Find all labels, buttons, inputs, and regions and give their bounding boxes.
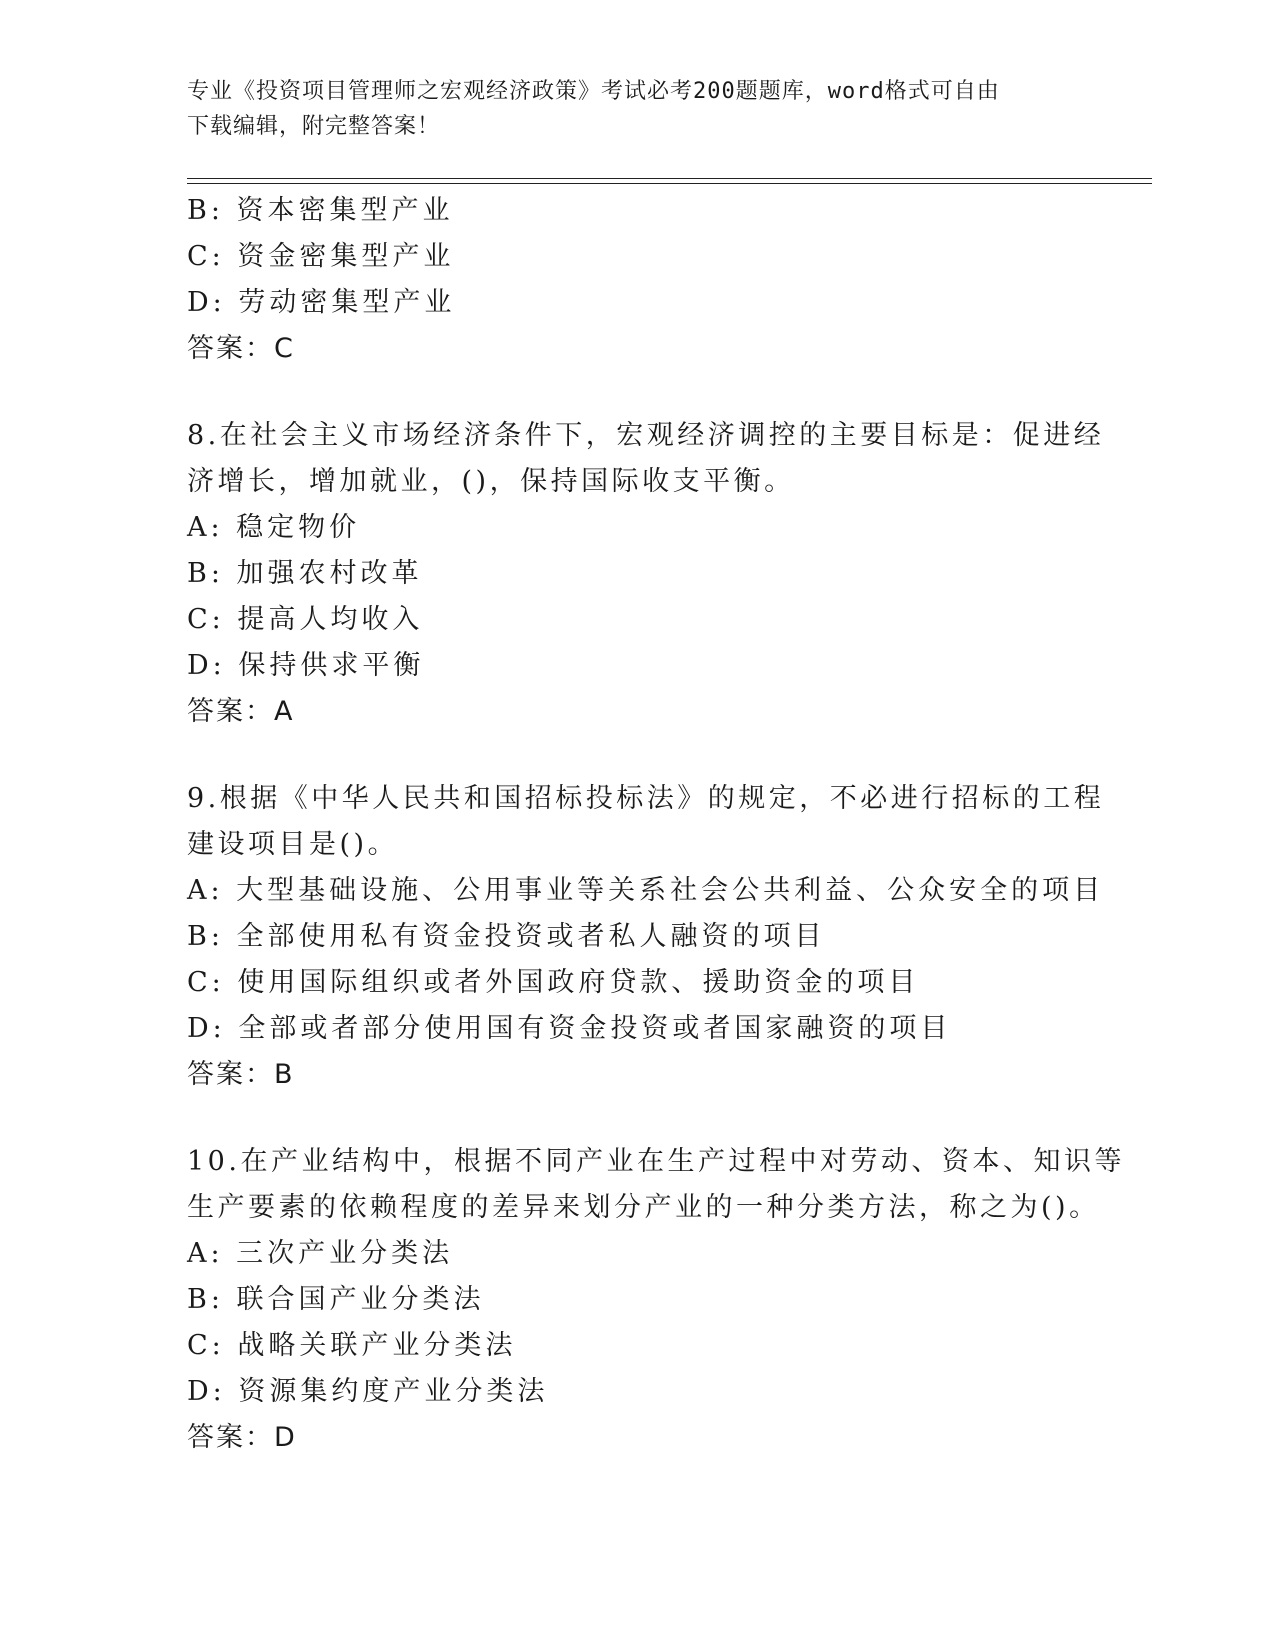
- q8-option-d: D: 保持供求平衡: [187, 650, 425, 681]
- q7-option-c: C: 资金密集型产业: [187, 241, 455, 272]
- q8-option-b: B: 加强农村改革: [187, 558, 423, 589]
- q9-answer: 答案：B: [187, 1059, 295, 1090]
- q8-stem-line-1: 8.在社会主义市场经济条件下，宏观经济调控的主要目标是：促进经: [187, 420, 1105, 451]
- q9-option-d: D: 全部或者部分使用国有资金投资或者国家融资的项目: [187, 1013, 952, 1044]
- q9-option-b: B: 全部使用私有资金投资或者私人融资的项目: [187, 921, 826, 952]
- q8-stem-line-2: 济增长，增加就业，()，保持国际收支平衡。: [187, 466, 795, 497]
- q9-option-c: C: 使用国际组织或者外国政府贷款、援助资金的项目: [187, 967, 920, 998]
- question-list: [187, 188, 1152, 1461]
- q8-answer: 答案：A: [187, 696, 295, 727]
- page-header: [187, 74, 1067, 144]
- header-title-line-2: 下载编辑，附完整答案！: [187, 114, 441, 139]
- header-title-line-1: 专业《投资项目管理师之宏观经济政策》考试必考200题题库，word格式可自由: [187, 79, 1000, 104]
- question-10: [187, 1139, 1152, 1461]
- spacer: [187, 1098, 1152, 1139]
- q10-option-c: C: 战略关联产业分类法: [187, 1330, 517, 1361]
- question-9: [187, 776, 1152, 1098]
- header-divider-bottom: [187, 183, 1152, 184]
- q8-option-c: C: 提高人均收入: [187, 604, 424, 635]
- q10-option-a: A: 三次产业分类法: [187, 1238, 454, 1269]
- q10-option-b: B: 联合国产业分类法: [187, 1284, 485, 1315]
- header-divider-top: [187, 178, 1152, 179]
- q10-option-d: D: 资源集约度产业分类法: [187, 1376, 549, 1407]
- q10-stem-line-2: 生产要素的依赖程度的差异来划分产业的一种分类方法，称之为()。: [187, 1192, 1100, 1223]
- q9-option-a: A: 大型基础设施、公用事业等关系社会公共利益、公众安全的项目: [187, 875, 1105, 906]
- spacer: [187, 372, 1152, 413]
- q8-option-a: A: 稳定物价: [187, 512, 361, 543]
- q7-answer: 答案：C: [187, 333, 295, 364]
- question-8: [187, 413, 1152, 735]
- q9-stem-line-1: 9.根据《中华人民共和国招标投标法》的规定，不必进行招标的工程: [187, 783, 1105, 814]
- document-page: [187, 0, 1152, 1650]
- q10-answer: 答案：D: [187, 1422, 297, 1453]
- q10-stem-line-1: 10.在产业结构中，根据不同产业在生产过程中对劳动、资本、知识等: [187, 1146, 1125, 1177]
- q9-stem-line-2: 建设项目是()。: [187, 829, 399, 860]
- question-7: [187, 188, 1152, 372]
- spacer: [187, 735, 1152, 776]
- q7-option-b: B: 资本密集型产业: [187, 195, 454, 226]
- q7-option-d: D: 劳动密集型产业: [187, 287, 456, 318]
